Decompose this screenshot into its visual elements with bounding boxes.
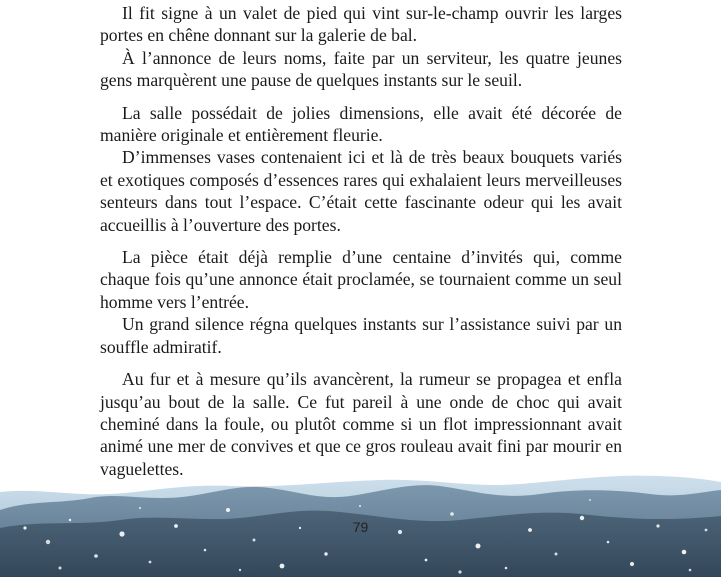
- paragraph-3: La salle possédait de jolies dimensions, elle avait été décorée de manière originale et entièrement fleurie.: [100, 102, 622, 146]
- paragraph-1: Il fit signe à un valet de pied qui vint sur-le-champ ouvrir les larges portes en chêne donnant sur la galerie de bal.: [100, 3, 622, 46]
- paragraph-7: Au fur et à mesure qu’ils avancèrent, la rumeur se propagea et enfla jusqu’au bout de la salle. Ce fut pareil à une onde de choc qui avait cheminé dans la foule, ou plutôt comme si un flot impressionnant avait animé une mer de convives et que ce gros rouleau avait fini par mourir en vaguelettes.: [100, 369, 622, 479]
- paragraph-2: À l’annonce de leurs noms, faite par un serviteur, les quatre jeunes gens marquèrent une pause de quelques instants sur le seuil.: [100, 47, 622, 91]
- paragraph-5: La pièce était déjà remplie d’une centaine d’invités qui, comme chaque fois qu’une annonce était proclamée, se tournaient comme un seul homme vers l’entrée.: [100, 247, 622, 312]
- paragraph-6: Un grand silence régna quelques instants sur l’assistance suivi par un souffle admiratif.: [100, 314, 622, 357]
- page-number: 79: [352, 519, 369, 535]
- page-body-text: [100, 2, 622, 480]
- paragraph-4: D’immenses vases contenaient ici et là de très beaux bouquets variés et exotiques composés d’essences rares qui exhalaient leurs merveilleuses senteurs dans tout l’espace. C’était cette fascinante odeur qui les avait accueillis à l’ouverture des portes.: [100, 147, 622, 235]
